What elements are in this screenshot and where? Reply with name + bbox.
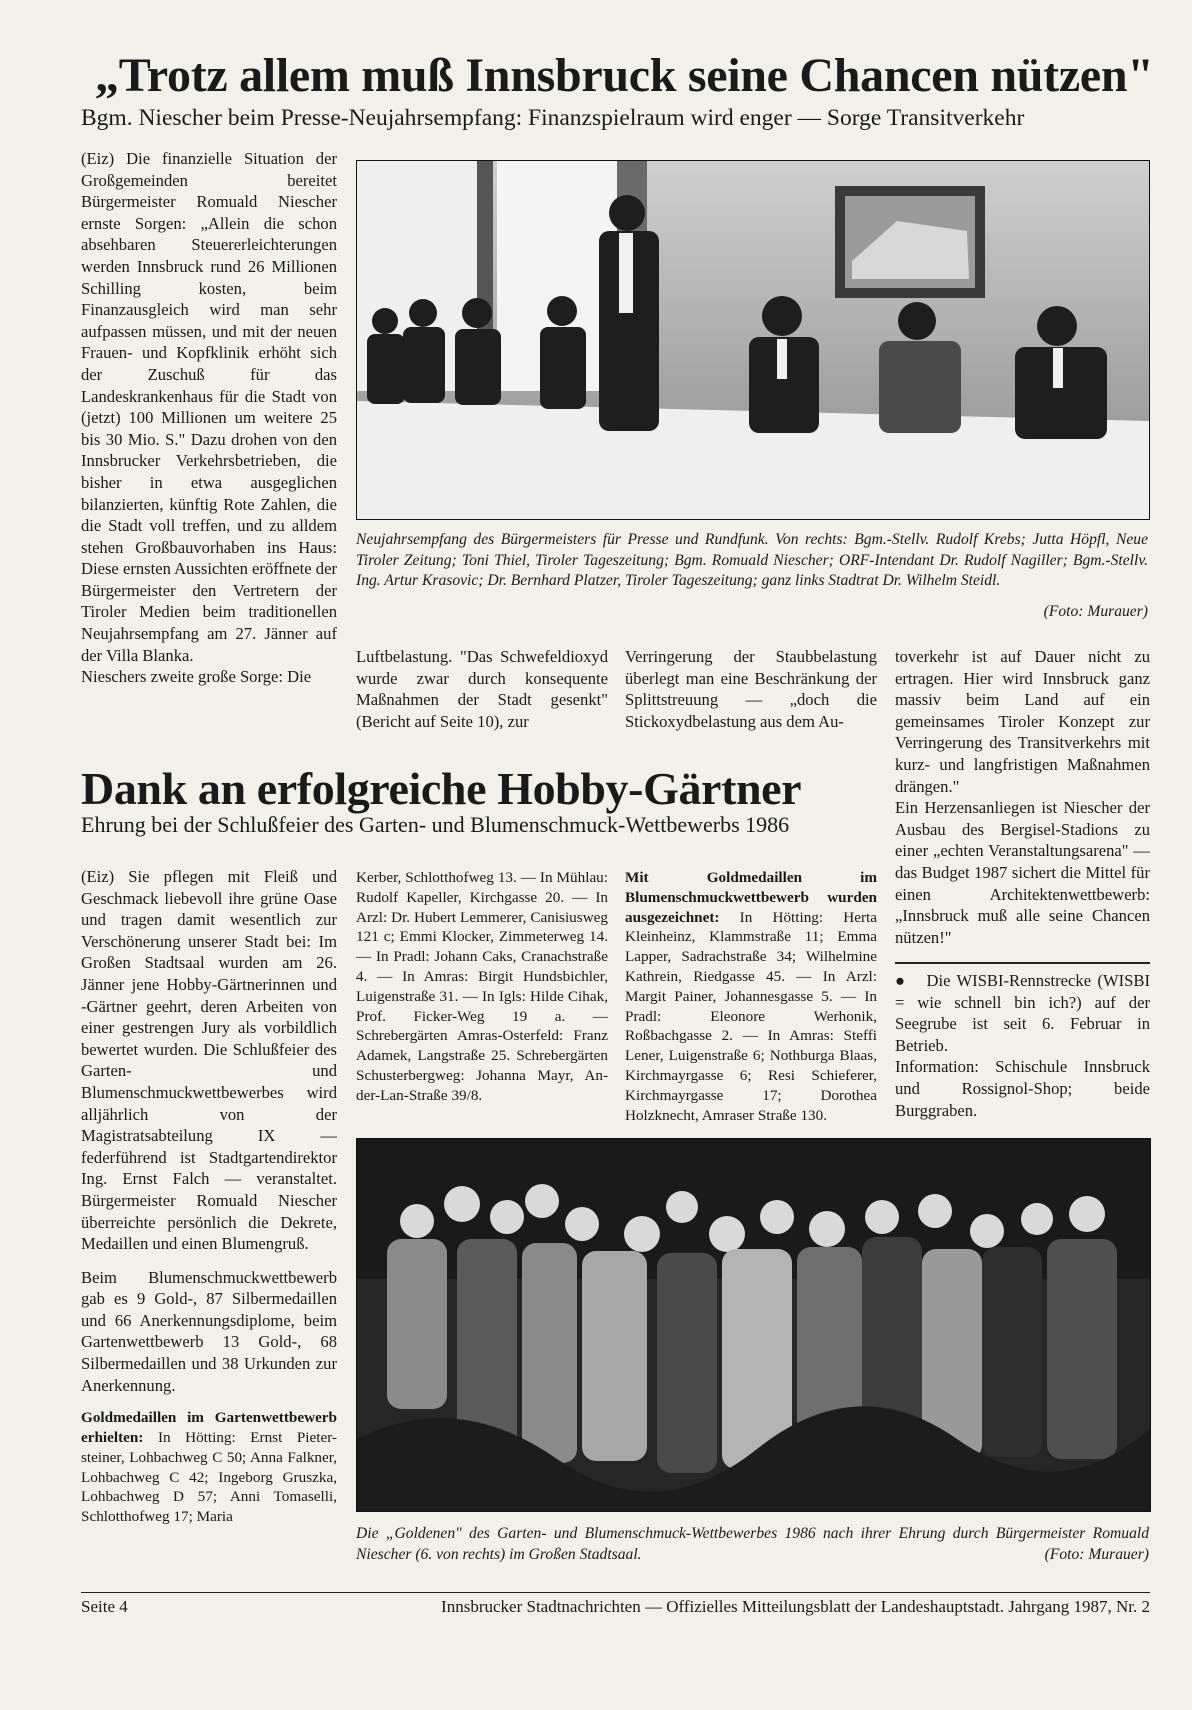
subheadline-article2: Ehrung bei der Schlußfeier des Garten- und Blumenschmuck-Wettbewerbs 1986 (81, 812, 790, 837)
article2-column-2: Kerber, Schlotthofweg 13. — In Mühlau: Rudolf Kapeller, Kirchgasse 20. — In Arzl: Dr. Hubert Lemmerer, Canisiusweg 121 c; Emmi Klocker, Zimmeterweg 14. — In Pradl: Johann Caks, Cranachstraße 4. — In Amras: Birgit Hundsbichler, Luigenstraße 31. — In Igls: Hilde Cihak, Prof. Ficker-Weg 19 a. — Schrebergärten Amras-Osterfeld: Franz Adamek, Langstraße 25. Schrebergärten Schusterbergweg: Johanna Mayr, An-der-Lan-Straße 39/8. (356, 869, 608, 1104)
photo-gardeners-caption: Die „Goldenen" des Garten- und Blumenschmuck-Wettbewerbes 1986 nach ihrer Ehrung durch Bürgermeister Romuald Niescher (6. von rechts) im Großen Stadtsaal. (356, 1525, 1149, 1563)
article2-column-3 (625, 868, 877, 1125)
gardeners-scene (357, 1139, 1150, 1511)
subheadline-article1: Bgm. Niescher beim Presse-Neujahrsempfang: Finanzspielraum wird enger — Sorge Transitverkehr (81, 105, 1025, 131)
photo-reception-caption: Neujahrsempfang des Bürgermeisters für Presse und Rundfunk. Von rechts: Bgm.-Stellv. Rudolf Krebs; Jutta Höpfl, Neue Tiroler Zeitung; Toni Thiel, Tiroler Tageszeitung; Bgm. Romuald Niescher; ORF-Intendant Dr. Rudolf Nagiller; Bgm.-Stellv. Ing. Artur Krasovic; Dr. Bernhard Platzer, Tiroler Tageszeitung; ganz links Stadtrat Dr. Wilhelm Steidl. (356, 531, 1148, 589)
bullet-icon: ● (895, 971, 908, 990)
notice-wisbi (895, 970, 1150, 1121)
article1-column-4 (895, 646, 1150, 948)
page-number: Seite 4 (81, 1597, 128, 1616)
article1-col1-text: (Eiz) Die finanzielle Situation der Großgemeinden bereitet Bürgermeister Romuald Niescher ernste Sorgen: „Allein die schon absehbaren Steuererleichterungen werden Innsbruck rund 26 Millionen Schilling kosten, beim Finanzausgleich wird man sehr aufpassen müssen, und mit der neuen Frauen- und Kopfklinik erhöht sich der Zuschuß für das Landeskrankenhaus für die Stadt von (jetzt) 100 Millionen um weitere 25 bis 30 Mio. S." Dazu drohen von den Innsbrucker Verkehrsbetrieben, die bisher in etwa ausgeglichen bilanzierten, künftig Rote Zahlen, die die Stadt voll treffen, und zu alldem stehen Großbauvorhaben ins Haus: Diese ernsten Aussichten eröffnete der Bürgermeister den Vertretern der Tiroler Medien beim traditionellen Neujahrsempfang am 27. Jänner auf der Villa Blanka. (81, 149, 337, 665)
notice-info: Information: Schischule Innsbruck und Rossignol-Shop; beide Burggraben. (895, 1057, 1150, 1120)
notice-rule (895, 962, 1150, 964)
article1-col4-text-b: Ein Herzensanliegen ist Niescher der Ausbau des Bergisel-Stadions zu einer „echten Veranstaltungsarena" — das Budget 1987 sichert die Mittel für einen Architektenwettbewerb: „Innsbruck muß alle seine Chancen nützen!" (895, 798, 1150, 947)
article1-col4-text: toverkehr ist auf Dauer nicht zu ertragen. Hier wird Innsbruck ganz massiv beim Land auf ein gemeinsames Tiroler Konzept zur Verringerung des Transitverkehrs mit kurz- und langfristigen Maßnahmen drängen." (895, 647, 1150, 796)
article1-col1-cont: Nieschers zweite große Sorge: Die (81, 667, 312, 687)
notice-text: Die WISBI-Rennstrecke (WISBI = wie schnell bin ich?) auf der Seegrube ist seit 6. Februar in Betrieb. (895, 971, 1150, 1055)
photo-reception (356, 160, 1150, 520)
article1-column-2: Luftbelastung. "Das Schwefeldioxyd wurde zwar durch konsequente Maßnahmen der Stadt gesenkt" (Bericht auf Seite 10), zur (356, 647, 608, 731)
article1-column-1 (81, 148, 337, 688)
garden-winners: In Hötting: Ernst Pieter-steiner, Lohbachweg C 50; Anna Falkner, Lohbachweg C 42; Ingeborg Gruszka, Lohbachweg D 57; Anni Tomaselli, Schlotthofweg 17; Maria (81, 1429, 337, 1526)
article1-column-3: Verringerung der Staubbelastung überlegt man eine Beschränkung der Splittstreuung — „doch die Stickoxydbelastung aus dem Au- (625, 647, 877, 731)
article2-intro: (Eiz) Sie pflegen mit Fleiß und Geschmack liebevoll ihre grüne Oase und tragen damit wesentlich zur Verschönerung unserer Stadt bei: Im Großen Stadtsaal wurden am 26. Jänner jene Hobby-Gärtnerinnen und -Gärtner geehrt, deren Arbeiten von einer gestrengen Jury als vorbildlich bewertet wurden. Die Schlußfeier des Garten- und Blumenschmuckwettbewerbes wird alljährlich von der Magistratsabteilung IX — federführend ist Stadtgartendirektor Ing. Ernst Falch — veranstaltet. Bürgermeister Romuald Niescher überreichte persönlich die Dekrete, Medaillen und einen Blumengruß. (81, 867, 337, 1254)
flower-winners: In Hötting: Herta Kleinheinz, Klammstraße 11; Emma Lapper, Sadrachstraße 34; Wilhelmine Kathrein, Riedgasse 45. — In Arzl: Margit Painer, Johannesgasse 5. — In Pradl: Eleonore Werhonik, Roßbachgasse 2. — In Amras: Steffi Lener, Luigenstraße 6; Nothburga Blaas, Kirchmayrgasse 6; Resi Schieferer, Kirchmayrgasse 17; Dorothea Holzknecht, Amraser Straße 130. (625, 908, 877, 1124)
article2-stats: Beim Blumenschmuckwettbewerb gab es 9 Gold-, 87 Silbermedaillen und 66 Anerkennungsdiplome, beim Gartenwettbewerb 13 Gold-, 68 Silbermedaillen und 38 Urkunden zur Anerkennung. (81, 1267, 337, 1395)
headline-article1: „Trotz allem muß Innsbruck seine Chancen nützen" (95, 49, 1154, 102)
footer-publication: Innsbrucker Stadtnachrichten — Offizielles Mitteilungsblatt der Landeshauptstadt. Jahrgang 1987, Nr. 2 (441, 1597, 1150, 1616)
photo-gardeners (356, 1138, 1151, 1512)
reception-scene (357, 161, 1149, 519)
photo-gardeners-credit: (Foto: Murauer) (1044, 1546, 1149, 1563)
article2-garden-list (81, 1408, 337, 1527)
headline-article2: Dank an erfolgreiche Hobby-Gärtner (81, 763, 802, 814)
garden-heading: Goldmedaillen im Gartenwettbewerb erhielten: (81, 1409, 337, 1447)
flower-heading: Mit Goldmedaillen im Blumenschmuckwettbewerb wurden ausgezeichnet: (625, 869, 877, 926)
photo-reception-credit: (Foto: Murauer) (1043, 603, 1148, 620)
article2-column-1 (81, 866, 337, 1527)
footer-rule (81, 1592, 1150, 1593)
